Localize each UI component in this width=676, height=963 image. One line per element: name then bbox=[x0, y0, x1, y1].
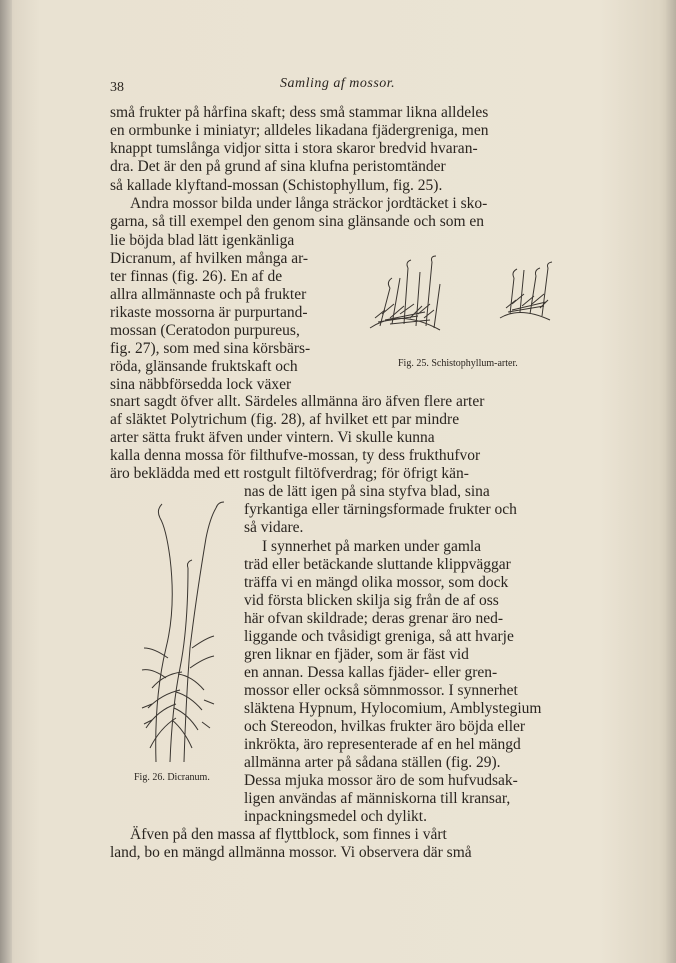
text-line: släktena Hypnum, Hylocomium, Amblystegium bbox=[244, 700, 542, 717]
text-line: nas de lätt igen på sina styfva blad, sina bbox=[244, 483, 490, 500]
text-line: en annan. Dessa kallas fjäder- eller gren- bbox=[244, 664, 498, 681]
text-line: ter finnas (fig. 26). En af de bbox=[110, 268, 283, 285]
schistophyllum-illustration bbox=[360, 248, 580, 352]
text-line: träd eller betäckande sluttande klippväggar bbox=[244, 556, 511, 573]
text-line: mossan (Ceratodon purpureus, bbox=[110, 322, 300, 339]
text-line: garna, så till exempel den genom sina glänsande och som en bbox=[110, 213, 485, 230]
text-line: knappt tumslånga vidjor sitta i stora skaror bredvid hvaran- bbox=[110, 140, 478, 157]
text-line: arter sätta frukt äfven under vintern. Vi skulle kunna bbox=[110, 429, 435, 446]
text-line: och Stereodon, hvilkas frukter äro böjda eller bbox=[244, 718, 526, 735]
page-edge-left bbox=[0, 0, 12, 963]
text-line: Dessa mjuka mossor äro de som hufvudsak- bbox=[244, 772, 518, 789]
text-line: land, bo en mängd allmänna mossor. Vi observera där små bbox=[110, 844, 472, 861]
text-line: sina näbbförsedda lock växer bbox=[110, 376, 292, 393]
text-line: så vidare. bbox=[244, 519, 304, 536]
text-line: vid första blicken skilja sig från de af oss bbox=[244, 592, 499, 609]
text-line: röda, glänsande fruktskaft och bbox=[110, 358, 298, 375]
text-line: fyrkantiga eller tärningsformade frukter och bbox=[244, 501, 517, 518]
text-line: ligen användas af människorna till kransar, bbox=[244, 790, 511, 807]
fig26-caption: Fig. 26. Dicranum. bbox=[134, 772, 210, 783]
text-line: dra. Det är den på grund af sina klufna peristomtänder bbox=[110, 158, 446, 175]
text-line: en ormbunke i miniatyr; alldeles likadana fjädergreniga, men bbox=[110, 122, 489, 139]
text-line: Äfven på den massa af flyttblock, som finnes i vårt bbox=[130, 826, 447, 843]
text-line: gren liknar en fjäder, som är fäst vid bbox=[244, 646, 469, 663]
dicranum-illustration bbox=[126, 498, 234, 766]
text-line: träffa vi en mängd olika mossor, som dock bbox=[244, 574, 509, 591]
text-line: så kallade klyftand-mossan (Schistophyllum, fig. 25). bbox=[110, 177, 443, 194]
text-line: allmänna arter på sådana ställen (fig. 29). bbox=[244, 754, 501, 771]
text-line: Dicranum, af hvilken många ar- bbox=[110, 250, 309, 267]
page-number: 38 bbox=[110, 80, 124, 95]
text-line: äro beklädda med ett rostgult filtöfverdrag; för öfrigt kän- bbox=[110, 465, 469, 482]
text-line: liggande och tvåsidigt greniga, så att hvarje bbox=[244, 628, 514, 645]
fig25-caption: Fig. 25. Schistophyllum-arter. bbox=[398, 358, 518, 369]
text-line: rikaste mossorna är purpurtand- bbox=[110, 304, 308, 321]
text-line: inpackningsmedel och dylikt. bbox=[244, 808, 427, 825]
running-title: Samling af mossor. bbox=[280, 76, 396, 91]
text-line: inkrökta, äro representerade af en hel mängd bbox=[244, 736, 521, 753]
text-line: I synnerhet på marken under gamla bbox=[262, 538, 482, 555]
text-line: af släktet Polytrichum (fig. 28), af hvilket ett par mindre bbox=[110, 411, 460, 428]
text-line: kalla denna mossa för filthufve-mossan, ty dess frukthufvor bbox=[110, 447, 481, 464]
text-line: små frukter på hårfina skaft; dess små stammar likna alldeles bbox=[110, 104, 489, 121]
text-line: snart sagdt öfver allt. Särdeles allmänna äro äfven flere arter bbox=[110, 393, 485, 410]
text-line: Andra mossor bilda under långa sträckor jordtäcket i sko- bbox=[130, 195, 488, 212]
text-line: här ofvan skildrade; deras grenar äro ned- bbox=[244, 610, 504, 627]
text-line: mossor eller också sömnmossor. I synnerhet bbox=[244, 682, 518, 699]
text-line: lie böjda blad lätt igenkänliga bbox=[110, 232, 295, 249]
text-line: allra allmännaste och på frukter bbox=[110, 286, 307, 303]
text-line: fig. 27), som med sina körsbärs- bbox=[110, 340, 311, 357]
page-edge-right bbox=[666, 0, 676, 963]
